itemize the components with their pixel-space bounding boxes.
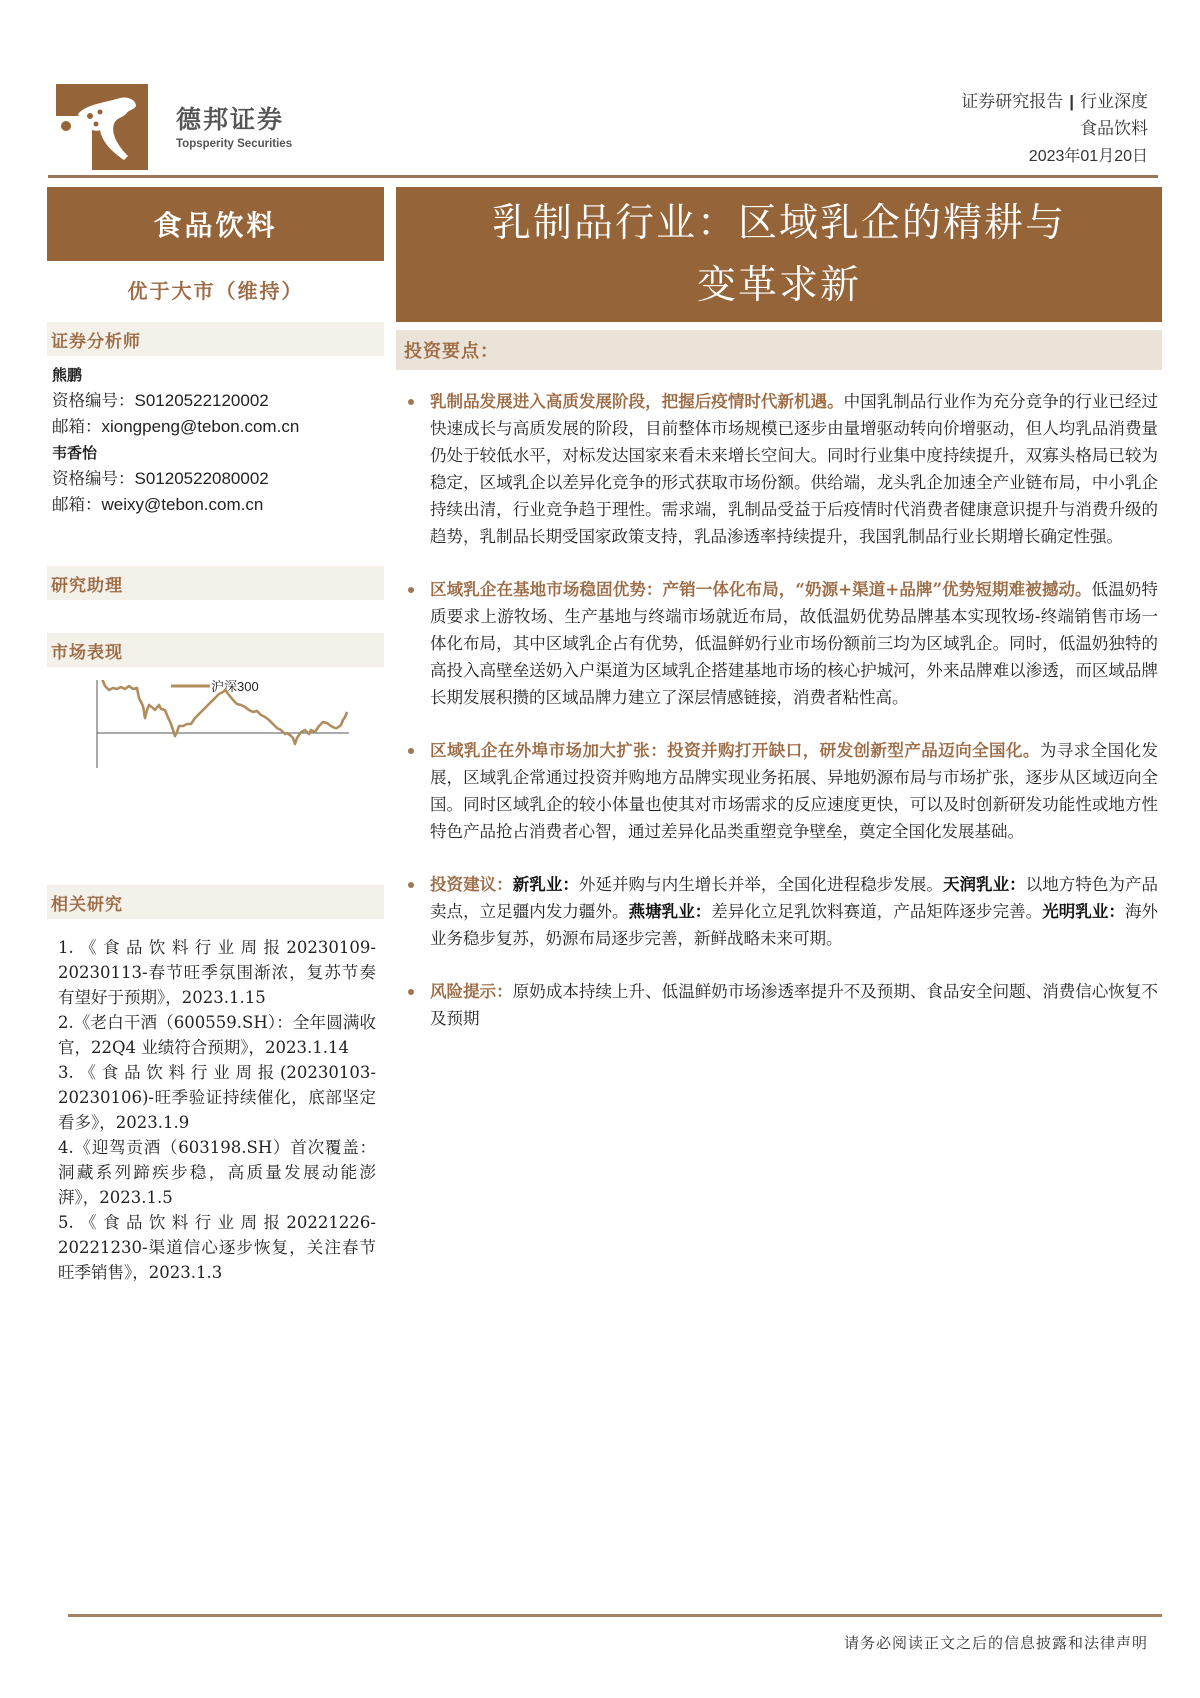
highlight-item	[406, 737, 1158, 845]
related-research-item[interactable]: 5.《食品饮料行业周报20221226-20221230-渠道信心逐步恢复，关注春节旺季销售》，2023.1.3	[58, 1213, 376, 1282]
assistant-section-header: 研究助理	[47, 566, 384, 600]
legend-label: 沪深300	[211, 680, 259, 694]
market-section-header: 市场表现	[47, 633, 384, 667]
email-label: 邮箱：	[52, 417, 102, 436]
company-advice: 以地方特色为产品卖点，立足疆内发力疆外。	[430, 875, 1159, 921]
related-research-item[interactable]: 2.《老白干酒（600559.SH）：全年圆满收官，22Q4 业绩符合预期》，2023.1.14	[58, 1013, 376, 1057]
analysts-section-header: 证券分析师	[47, 322, 384, 356]
analyst-email[interactable]: weixy@tebon.com.cn	[101, 495, 264, 514]
footer-divider	[68, 1614, 1162, 1617]
investment-rating: 优于大市（维持）	[127, 279, 304, 303]
highlight-lead: 区域乳企在基地市场稳固优势：产销一体化布局，“奶源+渠道+品牌”优势短期难被撼动。	[430, 580, 1092, 599]
report-type: 证券研究报告	[961, 92, 1064, 112]
highlight-lead: 投资建议：	[430, 875, 513, 894]
bullet-icon	[408, 587, 414, 593]
analyst-entry	[52, 362, 299, 440]
related-research-list	[58, 935, 376, 1285]
highlight-lead: 区域乳企在外埠市场加大扩张：投资并购打开缺口，研发创新型产品迈向全国化。	[430, 741, 1040, 760]
analysts-list	[52, 362, 299, 518]
header-divider	[48, 175, 1158, 178]
company-name-en: Topsperity Securities	[176, 138, 293, 150]
cert-label: 资格编号：	[52, 469, 135, 488]
cert-number: S0120522080002	[134, 469, 269, 488]
leopard-logo-icon	[56, 84, 148, 170]
bullet-icon	[408, 748, 414, 754]
bullet-icon	[408, 989, 414, 995]
company-advice: 差异化立足乳饮料赛道，产品矩阵逐步完善。	[711, 902, 1043, 921]
analyst-name: 韦香怡	[52, 444, 98, 462]
investment-highlights-header: 投资要点：	[396, 330, 1162, 370]
company-advice: 外延并购与内生增长并举，全国化进程稳步发展。	[578, 875, 943, 894]
risk-warning-item	[406, 978, 1158, 1032]
related-research-item[interactable]: 1.《食品饮料行业周报20230109-20230113-春节旺季氛围渐浓，复苏节奏有望好于预期》，2023.1.15	[58, 938, 376, 1007]
related-research-item[interactable]: 4.《迎驾贡酒（603198.SH）首次覆盖：洞藏系列蹄疾步稳，高质量发展动能澎湃》，2023.1.5	[58, 1138, 376, 1207]
investment-advice-item	[406, 871, 1158, 952]
highlight-body: 为寻求全国化发展，区域乳企常通过投资并购地方品牌实现业务拓展、异地奶源布局与市场扩张，逐步从区域迈向全国。同时区域乳企的较小体量也使其对市场需求的反应速度更快，可以及时创新研发功能性或地方性特色产品抢占消费者心智，通过差异化品类重塑竞争壁垒，奠定全国化发展基础。	[430, 741, 1159, 841]
company-name: 燕塘乳业：	[628, 902, 712, 921]
report-industry: 食品饮料	[1080, 119, 1148, 139]
highlight-lead: 风险提示：	[430, 982, 513, 1001]
analyst-entry	[52, 440, 299, 518]
email-label: 邮箱：	[52, 495, 102, 514]
company-name: 天润乳业：	[942, 875, 1026, 894]
company-name: 新乳业：	[512, 875, 579, 894]
highlight-item	[406, 388, 1158, 550]
company-name-cn: 德邦证券	[176, 105, 285, 134]
bullet-icon	[408, 399, 414, 405]
separator: |	[1069, 92, 1074, 111]
highlight-body: 中国乳制品行业作为充分竞争的行业已经过快速成长与高质发展的阶段，目前整体市场规模已逐步由量增驱动转向价增驱动，但人均乳品消费量仍处于较低水平，对标发达国家来看未来增长空间大。同时行业集中度持续提升，双寡头格局已较为稳定，区域乳企以差异化竞争的形式获取市场份额。供给端，龙头乳企加速全产业链布局，中小乳企持续出清，行业竞争趋于理性。需求端，乳制品受益于后疫情时代消费者健康意识提升与消费升级的趋势，乳制品长期受国家政策支持，乳品渗透率持续提升，我国乳制品行业长期增长确定性强。	[430, 392, 1159, 546]
highlight-body: 原奶成本持续上升、低温鲜奶市场渗透率提升不及预期、食品安全问题、消费信心恢复不及预期	[430, 982, 1159, 1028]
analyst-name: 熊鹏	[52, 366, 83, 384]
company-advice: 海外业务稳步复苏，奶源布局逐步完善，新鲜战略未来可期。	[430, 902, 1159, 948]
investment-highlights	[406, 388, 1158, 1058]
report-title-line1: 乳制品行业：区域乳企的精耕与	[491, 201, 1066, 246]
highlight-lead: 乳制品发展进入高质发展阶段，把握后疫情时代新机遇。	[430, 392, 844, 411]
company-name: 光明乳业：	[1042, 902, 1125, 921]
company-logo-text	[176, 100, 292, 150]
legal-disclaimer: 请务必阅读正文之后的信息披露和法律声明	[843, 1634, 1148, 1652]
report-title-line2: 变革求新	[696, 263, 861, 308]
bullet-icon	[408, 882, 414, 888]
highlight-body: 低温奶特质要求上游牧场、生产基地与终端市场就近布局，故低温奶优势品牌基本实现牧场-终端销售市场一体化布局，其中区域乳企占有优势，低温鲜奶行业市场份额前三均为区域乳企。同时，低温奶独特的高投入高壁垒送奶入户渠道为区域乳企搭建基地市场的核心护城河，外来品牌难以渗透，而区域品牌长期发展积攒的区域品牌力建立了深层情感链接，消费者粘性高。	[430, 580, 1159, 707]
report-category: 行业深度	[1080, 92, 1148, 112]
industry-category-banner: 食品饮料	[47, 187, 384, 261]
related-research-item[interactable]: 3.《食品饮料行业周报(20230103-20230106)-旺季验证持续催化，底部坚定看多》，2023.1.9	[58, 1063, 376, 1132]
report-date: 2023年01月20日	[1028, 148, 1148, 165]
report-title	[396, 187, 1162, 322]
analyst-email[interactable]: xiongpeng@tebon.com.cn	[101, 417, 300, 436]
related-research-header: 相关研究	[47, 885, 384, 919]
highlight-item	[406, 576, 1158, 711]
market-performance-chart	[47, 680, 367, 840]
report-meta	[961, 88, 1148, 170]
cert-label: 资格编号：	[52, 391, 135, 410]
cert-number: S0120522120002	[134, 391, 269, 410]
